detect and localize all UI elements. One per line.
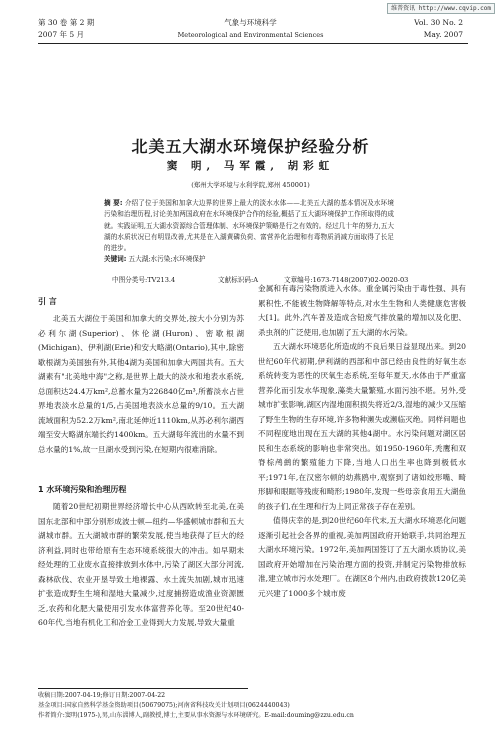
right-column (258, 282, 466, 601)
clc-number: 中图分类号:TV213.4 (112, 276, 176, 284)
section-heading-intro: 引 言 (38, 297, 57, 306)
abstract-text: 介绍了位于美国和加拿大边界的世界上最大的淡水水体——北美五大湖的基本情况及水环境污染和治理历程,讨论美加两国政府在水环境保护合作的经验,概括了五大湖环境保护工作所取得的成就。实践证明,五大湖水资源综合管理体制、水环境保护策略是行之有效的。经过几十年的努力,五大湖的水质状况已有明显改善,尤其是在入湖黄磷负荷、富营养化治理和有毒物质消减方面取得了长足的进步。 (104, 199, 395, 253)
volume-issue-cn: 第 30 卷 第 2 期 (38, 18, 95, 27)
footnote-bio: 作者简介:窦明(1975-),男,山东淄博人,副教授,博士,主要从事水资源与水环境研究。E-mail:douming@zzu.edu.cn (38, 712, 354, 719)
footnote-block (38, 691, 468, 721)
right-paragraph-2: 五大湖水环境恶化所造成的不良后果日益显现出来。到20世纪60年代初期,伊利湖的西部和中部已经由良性的好氧生态系统转变为恶性的厌氧生态系统,至每年夏天,水体由于严重富营养化而引发水华现象,藻类大量繁殖,水面污浊不堪。另外,受城市扩张影响,湖区内湿地面积损失将近2/3,湿地的减少又压缩了野生生物的生存环境,许多物种濒失或濒临灭绝。同样问题也不同程度地出现在五大湖的其他4湖中。水污染问题对湖区居民和生态系统的影响也非常突出。如1950-1960年,秃鹰和双脊棕鸬鹚的繁殖能力下降,当地人口出生率也降到极低水平;1971年,在汉密尔顿的幼燕鸥中,观察到了诸如绞形嘴、畸形脚和眼眶等残废和畸形;1980年,发现一些母亲食用五大湖鱼的孩子们,在生理和行为上同正常孩子存在差别。 (258, 342, 466, 511)
journal-title-en: Meteorological and Environmental Sciences (177, 31, 324, 39)
article-title: 北美五大湖水环境保护经验分析 (131, 137, 370, 156)
journal-title-cn: 气象与环境科学 (224, 18, 277, 27)
keywords-text: 五大湖;水污染;水环境保护 (128, 255, 206, 264)
right-paragraph-3: 值得庆幸的是,到20世纪60年代末,五大湖水环境恶化问题逐渐引起社会各界的重视,美加两国政府开始联手,共同治理五大湖水环境污染。1972年,美加两国签订了五大湖水质协议,美国政府开始增加在污染治理方面的投资,并制定污染物排放标准,建立城市污水处理厂。在湖区8个州内,由政府拨款120亿美元兴建了1000多个城市废 (258, 516, 466, 598)
abstract-block (104, 198, 394, 266)
footnote-received: 收稿日期:2007-04-19;修订日期:2007-04-22 (38, 692, 166, 699)
intro-body (38, 312, 244, 457)
source-stamp[interactable]: 维普资讯 http://www.cqvip.com (387, 3, 495, 14)
intro-paragraph: 北美五大湖位于美国和加拿大的交界处,按大小分别为苏必利尔湖(Superior)、休伦湖(Huron)、密歇根湖(Michigan)、伊利湖(Erie)和安大略湖(Ontario),其中,除密歇根湖为美国独有外,其他4湖为美国和加拿大两国共有。五大湖素有"北美地中海"之称,是世界上最大的淡水和地表水系统,总面积达24.4万km²,总蓄水量为226840亿m³,所蓄淡水占世界地表淡水总量的1/5,占美国地表淡水总量的9/10。五大湖流域面积为52.2万km²,南北延伸近1110km,从苏必利尔湖西端至安大略湖东端长约1400km。五大湖每年流出的水量不到总水量的1%,故一旦湖水受到污染,在短期内很难消除。 (38, 314, 244, 454)
section-heading-1: 1 水环境污染和治理历程 (38, 485, 127, 494)
footnote-rule (38, 688, 248, 689)
keywords-label: 关键词: (104, 255, 127, 264)
right-paragraph-1: 金属和有毒污染物质进入水体。重金属污染由于毒性强、具有累积性,不能被生物降解等特点,对水生生物和人类健康危害极大[1]。此外,汽车普及造成含铅废气排放量的增加以及化肥、杀虫剂的广泛使用,也加剧了五大湖的水污染。 (258, 284, 466, 337)
footnote-fund: 基金项目:国家自然科学基金资助项目(50679075);河南省科技攻关计划项目(0624440043) (38, 702, 290, 709)
volume-issue-en: Vol. 30 No. 2 (414, 18, 463, 27)
date-en: May. 2007 (423, 30, 463, 39)
section-1-body (38, 500, 244, 631)
section-1-paragraph: 随着20世纪初期世界经济增长中心从西欧转至北美,在美国东北部和中部分别形成波士顿—纽约—华盛顿城市群和五大湖城市群。五大湖城市群的繁荣发展,使当地获得了巨大的经济利益,同时也带给原有生态环境系统很大的冲击。如早期未经处理的工业废水直接排放到水体中,污染了湖区大部分河流,森林砍伐、农业开垦导致土地裸露、水土流失加剧,城市迅速扩张造成野生生境和湿地大量减少,过度捕捞造成渔业资源匮乏,农药和化肥大量使用引发水体富营养化等。至20世纪40-60年代,当地有机化工和冶金工业得到大力发展,导致大量重 (38, 502, 244, 627)
abstract-label: 摘 要: (104, 199, 123, 207)
article-number: 文章编号:1673-7148(2007)02-0020-03 (284, 276, 409, 284)
date-cn: 2007 年 5 月 (38, 30, 85, 39)
header-rule (38, 43, 468, 44)
affiliation: (郑州大学环境与水利学院,郑州 450001) (191, 181, 310, 189)
document-code: 文献标识码:A (218, 276, 258, 284)
authors: 窦 明, 马军霞, 胡彩虹 (166, 160, 335, 172)
